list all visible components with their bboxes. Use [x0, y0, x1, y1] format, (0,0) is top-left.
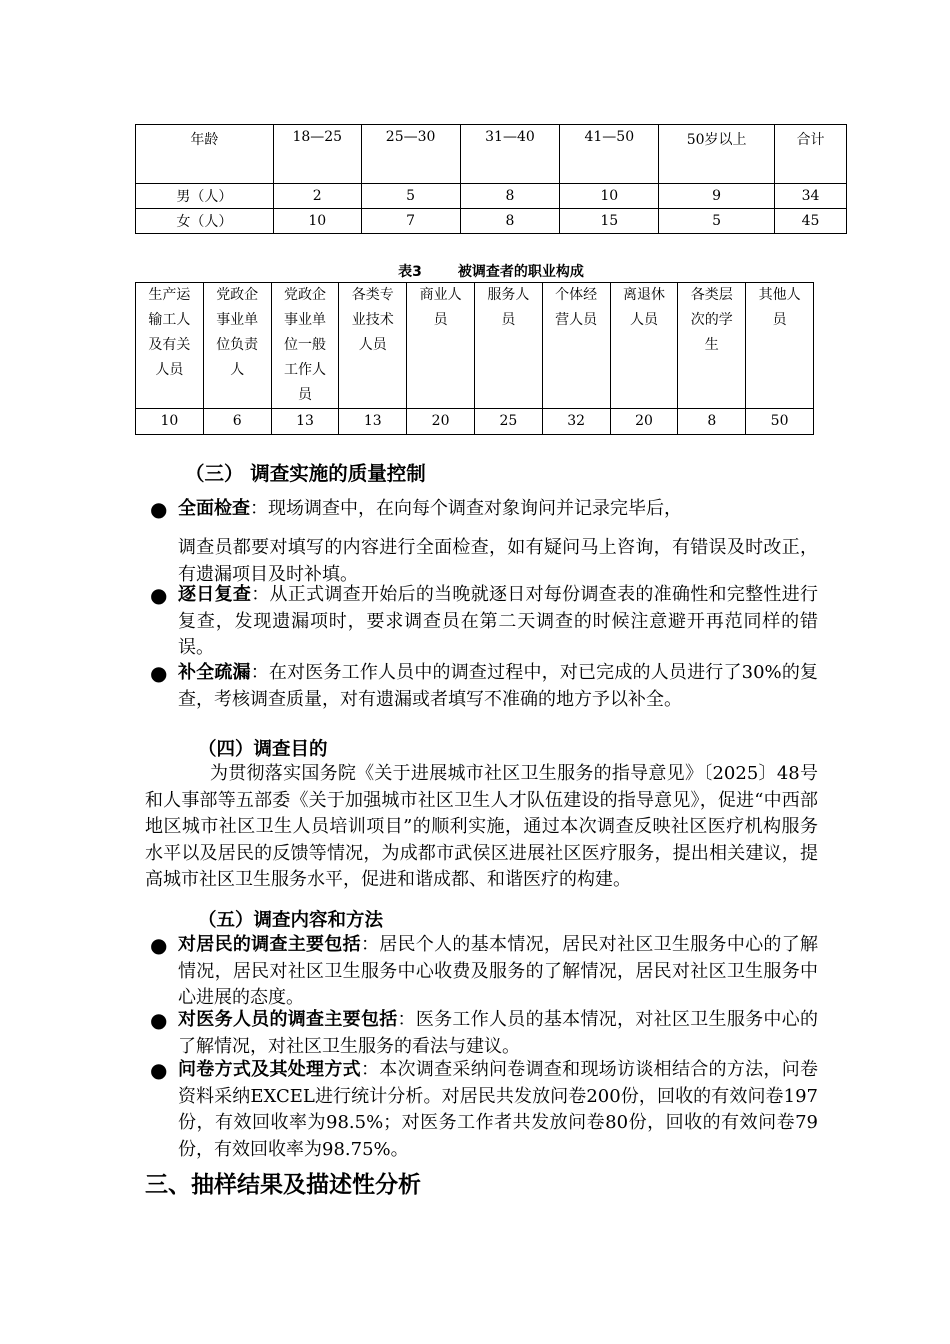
- section-heading: （三） 调查实施的质量控制: [185, 462, 426, 485]
- table-row: [136, 209, 847, 234]
- item-label: 对医务人员的调查主要包括: [178, 1009, 398, 1030]
- table-cell: 5: [361, 184, 460, 209]
- list-item: [178, 932, 818, 1012]
- item-label: 全面检查: [178, 498, 250, 519]
- table-header-row: [136, 283, 814, 409]
- table-row: [136, 184, 847, 209]
- table-header-cell: 各类层 次的学 生: [678, 283, 746, 409]
- bullet-icon: ●: [150, 583, 168, 607]
- table-cell: 10: [273, 209, 361, 234]
- list-item: [178, 660, 818, 713]
- table-header-cell: 31—40: [460, 125, 560, 184]
- table-cell: 男（人）: [136, 184, 274, 209]
- item-label: 问卷方式及其处理方式: [178, 1059, 361, 1080]
- table-header-cell: 50岁以上: [659, 125, 775, 184]
- bullet-icon: ●: [150, 1008, 168, 1032]
- list-item: [178, 496, 682, 523]
- table-cell: 2: [273, 184, 361, 209]
- table-cell: 5: [659, 209, 775, 234]
- table-header-cell: 各类专 业技术 人员: [339, 283, 407, 409]
- list-item: [178, 1057, 818, 1163]
- chapter-heading: 三、抽样结果及描述性分析: [145, 1171, 421, 1198]
- list-item: [178, 1007, 818, 1060]
- bullet-icon: ●: [150, 661, 168, 685]
- table-header-cell: 18—25: [273, 125, 361, 184]
- item-text: ：居民个人的基本情况，居民对社区卫生服务中心的了解情况，居民对社区卫生服务中心收费及服务的了解情况，居民对社区卫生服务中心进展的态度。: [178, 934, 819, 1008]
- paragraph: 为贯彻落实国务院《关于进展城市社区卫生服务的指导意见》〔2025〕48号和人事部等五部委《关于加强城市社区卫生人才队伍建设的指导意见》，促进“中西部地区城市社区卫生人员培训项目”的顺利实施，通过本次调查反映社区医疗机构服务水平以及居民的反馈等情况，为成都市武侯区进展社区医疗服务，提出相关建议，提高城市社区卫生服务水平，促进和谐成都、和谐医疗的构建。: [145, 763, 818, 890]
- item-label: 补全疏漏: [178, 662, 251, 683]
- table-cell: 25: [474, 409, 542, 435]
- table-header-cell: 党政企 事业单 位一般 工作人 员: [271, 283, 339, 409]
- table-cell: 9: [659, 184, 775, 209]
- table-header-cell: 年龄: [136, 125, 274, 184]
- item-text: ：在对医务工作人员中的调查过程中，对已完成的人员进行了30%的复查，考核调查质量，对有遗漏或者填写不准确的地方予以补全。: [178, 662, 818, 710]
- item-text: ：从正式调查开始后的当晚就逐日对每份调查表的准确性和完整性进行复查，发现遗漏项时，要求调查员在第二天调查的时候注意避开再范同样的错误。: [178, 584, 819, 658]
- table-cell: 45: [775, 209, 847, 234]
- table-cell: 8: [460, 209, 560, 234]
- table-header-cell: 个体经 营人员: [542, 283, 610, 409]
- table-caption: [135, 261, 847, 281]
- bullet-icon: ●: [150, 933, 168, 957]
- table-header-cell: 商业人 员: [407, 283, 475, 409]
- item-text: ：现场调查中，在向每个调查对象询问并记录完毕后，: [250, 498, 682, 519]
- table-row: [136, 409, 814, 435]
- section-heading: （五）调查内容和方法: [198, 910, 384, 931]
- item-text: ：本次调查采纳问卷调查和现场访谈相结合的方法，问卷资料采纳EXCEL进行统计分析。对居民共发放问卷200份，回收的有效问卷197份，有效回收率为98.5%；对医务工作者共发放问卷80份，回收的有效问卷79份，有效回收率为98.75%。: [178, 1059, 819, 1160]
- table-caption-number: 表3: [398, 264, 422, 280]
- table-header-row: [136, 125, 847, 184]
- item-label: 逐日复查: [178, 584, 252, 605]
- table-cell: 20: [610, 409, 678, 435]
- table-cell: 50: [746, 409, 814, 435]
- table-caption-title: 被调查者的职业构成: [457, 264, 584, 280]
- table-header-cell: 其他人 员: [746, 283, 814, 409]
- table-header-cell: 合计: [775, 125, 847, 184]
- table-cell: 32: [542, 409, 610, 435]
- table-cell: 7: [361, 209, 460, 234]
- table-cell: 34: [775, 184, 847, 209]
- paragraph: 调查员都要对填写的内容进行全面检查，如有疑问马上咨询，有错误及时改正，有遗漏项目及时补填。: [178, 537, 818, 585]
- list-item: [178, 582, 818, 662]
- table-header-cell: 25—30: [361, 125, 460, 184]
- table-cell: 6: [203, 409, 271, 435]
- table-cell: 8: [678, 409, 746, 435]
- table-cell: 10: [136, 409, 204, 435]
- bullet-icon: ●: [150, 497, 168, 521]
- bullet-icon: ●: [150, 1058, 168, 1082]
- table-header-cell: 离退休 人员: [610, 283, 678, 409]
- table-header-cell: 党政企 事业单 位负责 人: [203, 283, 271, 409]
- item-label: 对居民的调查主要包括: [178, 934, 361, 955]
- table-cell: 15: [560, 209, 659, 234]
- table-cell: 8: [460, 184, 560, 209]
- table-cell: 女（人）: [136, 209, 274, 234]
- table-header-cell: 服务人 员: [474, 283, 542, 409]
- table-cell: 13: [271, 409, 339, 435]
- table-header-cell: 41—50: [560, 125, 659, 184]
- item-text: ：医务工作人员的基本情况，对社区卫生服务中心的了解情况，对社区卫生服务的看法与建议。: [178, 1009, 818, 1057]
- table-cell: 10: [560, 184, 659, 209]
- table-header-cell: 生产运 输工人 及有关 人员: [136, 283, 204, 409]
- table-cell: 20: [407, 409, 475, 435]
- age-distribution-table: [135, 124, 847, 234]
- section-heading: （四）调查目的: [198, 739, 328, 760]
- table-cell: 13: [339, 409, 407, 435]
- occupation-table: [135, 282, 814, 435]
